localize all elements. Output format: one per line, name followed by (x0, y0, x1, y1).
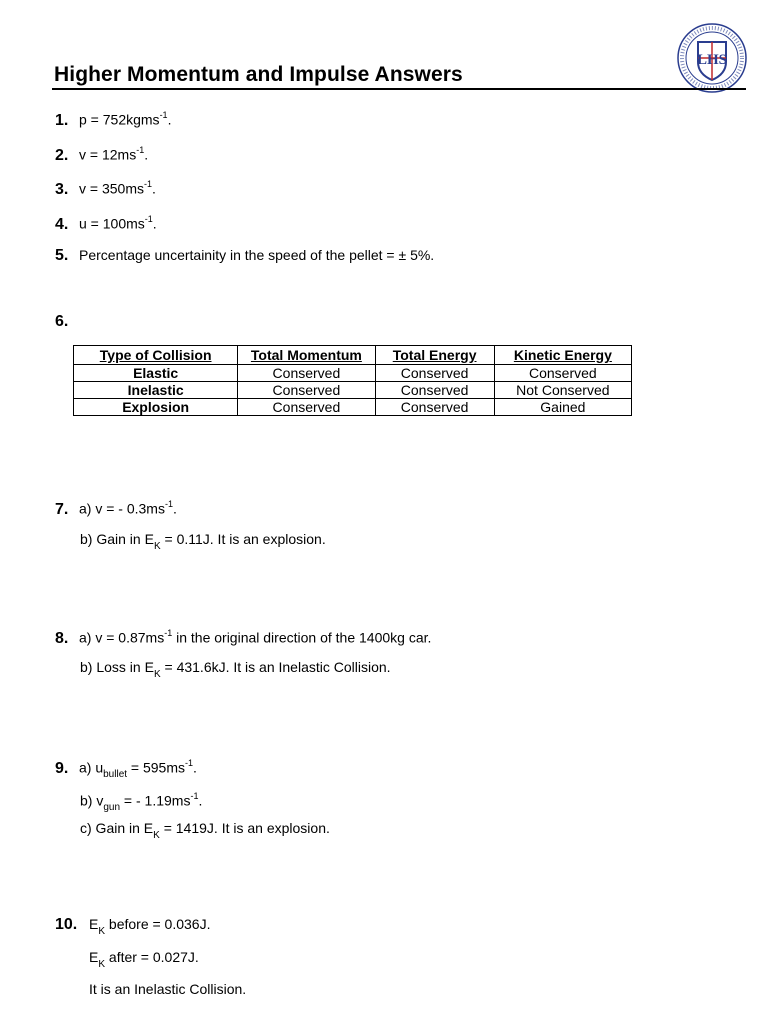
table-row (74, 399, 632, 416)
table-row (74, 382, 632, 399)
table-cell: Inelastic (74, 382, 238, 399)
table-cell: Conserved (375, 382, 494, 399)
table-header: Kinetic Energy (494, 346, 631, 365)
table-row (74, 365, 632, 382)
table-cell: Conserved (238, 399, 375, 416)
answer-8a: 8. a) $v = 0.87ms^{-1}$ in the original direction of the 1400kg car. (55, 628, 432, 647)
table-header: Total Energy (375, 346, 494, 365)
answer-7a: 7. a) v = - $0.3ms^{-1}$. (55, 499, 177, 518)
table-header-row (74, 346, 632, 365)
table-cell: Not Conserved (494, 382, 631, 399)
answer-10c: It is an Inelastic Collision. (89, 981, 247, 997)
table-cell: Elastic (74, 365, 238, 382)
answer-8b: b) Loss in $E_K = 431.6kJ$. It is an Inelastic Collision. (80, 659, 391, 680)
answer-6: 6. (55, 313, 69, 330)
table-header: Total Momentum (238, 346, 375, 365)
answer-10a: 10. $E_K$ before = 0.036J. (55, 916, 211, 937)
answer-2: 2. $v = 12ms^{-1}$. (55, 145, 149, 164)
collision-table (73, 345, 632, 416)
answer-7b: b) Gain in $E_K = 0.11J$. It is an explosion. (80, 531, 326, 552)
table-cell: Gained (494, 399, 631, 416)
table-cell: Conserved (375, 365, 494, 382)
answer-1: 1. p = 752kgms$^{-1}$. (55, 110, 172, 129)
table-cell: Conserved (375, 399, 494, 416)
page-title: Higher Momentum and Impulse Answers (54, 63, 463, 86)
table-cell: Conserved (238, 382, 375, 399)
answer-9c: c) Gain in $E_K = 1419J$. It is an explosion. (80, 820, 330, 841)
answer-10b: $E_K$ after = 0.027J. (89, 949, 199, 970)
answer-3: 3. $v = 350ms^{-1}$. (55, 179, 156, 198)
answer-4: 4. $u = 100ms^{-1}$. (55, 214, 157, 233)
title-underline (52, 88, 746, 90)
school-crest-icon (676, 22, 748, 94)
svg-text:LHS: LHS (696, 52, 728, 68)
answer-9a: 9. a) $u_{bullet} = 595ms^{-1}$. (55, 758, 197, 781)
answer-5: 5. Percentage uncertainity in the speed of the pellet = ± 5%. (55, 247, 435, 264)
table-cell: Conserved (494, 365, 631, 382)
table-cell: Explosion (74, 399, 238, 416)
answer-9b: b) $v_{gun}$ = - $1.19ms^{-1}$. (80, 791, 203, 814)
table-header: Type of Collision (74, 346, 238, 365)
table-cell: Conserved (238, 365, 375, 382)
